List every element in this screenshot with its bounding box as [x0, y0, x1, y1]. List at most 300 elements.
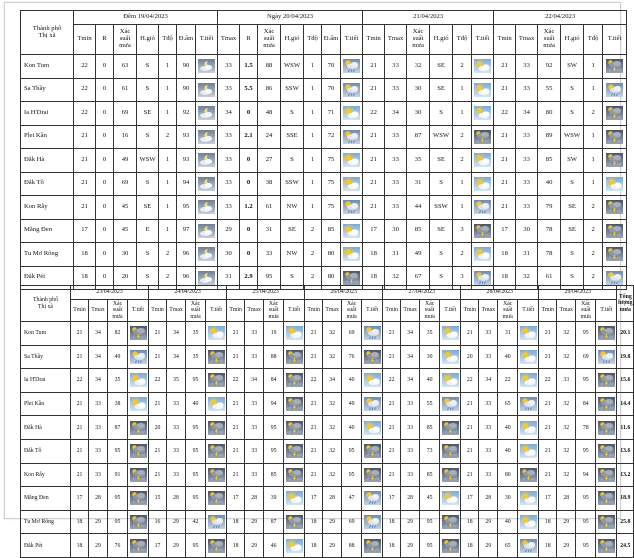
cell-value: 69	[576, 345, 596, 369]
table-row	[21, 487, 634, 511]
cell-value: 2	[159, 125, 177, 149]
cell-value: 32	[516, 266, 538, 290]
cell-value: 33	[89, 416, 108, 440]
cell-value: 2	[453, 243, 472, 267]
cell-value: 34	[89, 322, 108, 346]
cell-value: 34	[89, 345, 108, 369]
total-rain-value: 25.8	[617, 510, 634, 534]
weather-cell	[362, 392, 383, 416]
cell-value: 95	[342, 439, 362, 463]
cell-value: 1	[159, 55, 177, 79]
total-rain-value: 13.2	[617, 463, 634, 487]
column-header: T.tiết	[362, 300, 383, 322]
cell-value: 85	[420, 463, 440, 487]
cell-value: 34	[401, 369, 420, 393]
weather-cell	[341, 149, 363, 173]
cell-value: 2	[584, 196, 603, 220]
cell-value: 33	[385, 55, 407, 79]
moon-cloud-icon	[198, 271, 215, 285]
thunder-rain-cloud-icon	[286, 515, 303, 529]
weather-cell	[440, 534, 461, 558]
cell-value: 21	[149, 345, 167, 369]
cell-value: 34	[167, 322, 186, 346]
cell-value: 21	[305, 345, 323, 369]
weather-cell	[440, 392, 461, 416]
cell-value: 2.1	[240, 125, 258, 149]
column-header: Tmax	[401, 300, 420, 322]
cell-value: 32	[407, 55, 430, 79]
thunder-rain-cloud-icon	[286, 421, 303, 435]
cell-value: 21	[363, 125, 385, 149]
cell-value: 21	[539, 416, 557, 440]
weather-cell	[603, 125, 627, 149]
sun-rain-cloud-icon	[442, 397, 459, 411]
cell-value: SE	[561, 219, 584, 243]
cell-value: 97	[177, 219, 196, 243]
weather-cell	[341, 196, 363, 220]
cell-value: 33	[218, 172, 240, 196]
cell-value: 32	[385, 266, 407, 290]
location-name: Sa Thầy	[21, 78, 74, 102]
weather-cell	[440, 487, 461, 511]
column-header: T.tiết	[596, 300, 617, 322]
cell-value: 3	[453, 219, 472, 243]
weather-cell	[196, 149, 218, 173]
column-header: H.gió	[430, 25, 453, 55]
cell-value: 18	[363, 243, 385, 267]
weather-cell	[362, 322, 383, 346]
column-header: Tmin	[539, 300, 557, 322]
cell-value: 69	[342, 322, 362, 346]
weather-cell	[472, 102, 494, 126]
thunder-rain-cloud-icon	[364, 468, 381, 482]
weather-cell	[603, 196, 627, 220]
period-header: 21/04/2023	[363, 11, 494, 25]
sun-cloud-icon	[520, 491, 537, 505]
cell-value: S	[281, 149, 304, 173]
cell-value: 21	[305, 392, 323, 416]
thunder-rain-cloud-icon	[598, 515, 615, 529]
cell-value: WSW	[137, 149, 159, 173]
cell-value: 21	[363, 196, 385, 220]
cell-value: 22	[498, 369, 518, 393]
cell-value: 21	[71, 322, 89, 346]
sun-cloud-icon	[520, 350, 537, 364]
cell-value: 20	[461, 345, 479, 369]
location-name: Tu Mơ Rông	[21, 510, 71, 534]
cell-value: SE	[430, 78, 453, 102]
cell-value: 35	[108, 369, 128, 393]
cell-value: 71	[322, 102, 341, 126]
header-row-columns	[21, 25, 627, 55]
cell-value: 2	[159, 266, 177, 290]
cell-value: 21	[539, 322, 557, 346]
cell-value: 95	[576, 487, 596, 511]
weather-cell	[603, 219, 627, 243]
cell-value: 96	[177, 243, 196, 267]
cell-value: 78	[538, 219, 561, 243]
thunder-rain-cloud-icon	[130, 444, 147, 458]
cell-value: 1	[584, 78, 603, 102]
sun-cloud-icon	[286, 539, 303, 553]
moon-cloud-icon	[198, 83, 215, 97]
cell-value: 1	[159, 78, 177, 102]
table-row	[21, 416, 634, 440]
weather-cell	[596, 463, 617, 487]
cell-value: SE	[281, 219, 304, 243]
cell-value: 85	[420, 416, 440, 440]
cell-value: 34	[479, 369, 498, 393]
cell-value: 21	[461, 439, 479, 463]
cell-value: S	[430, 266, 453, 290]
cell-value: 65	[498, 534, 518, 558]
weather-cell	[440, 463, 461, 487]
cell-value: 78	[576, 416, 596, 440]
cell-value: S	[137, 266, 159, 290]
table-row	[21, 172, 627, 196]
cell-value: WSW	[561, 125, 584, 149]
thunder-rain-cloud-icon	[598, 373, 615, 387]
cell-value: 1	[453, 78, 472, 102]
weather-cell	[518, 345, 539, 369]
column-header: Tmax	[218, 25, 240, 55]
cell-value: 95	[576, 322, 596, 346]
cell-value: 29	[245, 534, 264, 558]
column-header: H.gió	[137, 25, 159, 55]
column-header: T.tiết	[196, 25, 218, 55]
sun-cloud-icon	[520, 326, 537, 340]
column-header: Tmin	[74, 25, 96, 55]
corner-header: Thành phố Thị xã	[21, 286, 71, 322]
cell-value: 21	[71, 463, 89, 487]
cell-value: 95	[186, 463, 206, 487]
cell-value: 22	[539, 369, 557, 393]
table-row	[21, 149, 627, 173]
cell-value: 40	[420, 369, 440, 393]
weather-cell	[596, 345, 617, 369]
weather-cell	[284, 510, 305, 534]
weather-cell	[341, 125, 363, 149]
cell-value: S	[430, 172, 453, 196]
weather-cell	[128, 345, 149, 369]
cell-value: 29	[479, 534, 498, 558]
cell-value: 33	[479, 416, 498, 440]
header-row-dates	[21, 286, 634, 300]
weather-cell	[196, 55, 218, 79]
weather-cell	[440, 439, 461, 463]
cell-value: 18	[539, 510, 557, 534]
cell-value: 32	[323, 463, 342, 487]
table-row	[21, 243, 627, 267]
sun-cloud-icon	[343, 153, 360, 167]
cell-value: 84	[264, 369, 284, 393]
total-rain-header: Tổng lượng mưa	[617, 286, 634, 322]
column-header: Xác suất mưa	[420, 300, 440, 322]
cell-value: 35	[420, 322, 440, 346]
column-header: Tmin	[149, 300, 167, 322]
cell-value: 34	[516, 102, 538, 126]
sun-rain-cloud-icon	[343, 200, 360, 214]
thunder-rain-cloud-icon	[364, 444, 381, 458]
weather-cell	[362, 369, 383, 393]
location-name: Kon Tum	[21, 322, 71, 346]
cell-value: 33	[89, 392, 108, 416]
sun-cloud-icon	[520, 373, 537, 387]
thunder-rain-cloud-icon	[474, 130, 491, 144]
thunder-rain-cloud-icon	[130, 326, 147, 340]
column-header: Tmin	[71, 300, 89, 322]
weather-cell	[596, 322, 617, 346]
cell-value: 33	[401, 416, 420, 440]
cell-value: 93	[177, 125, 196, 149]
weather-cell	[603, 149, 627, 173]
cell-value: 46	[264, 534, 284, 558]
column-header: Xác suất mưa	[114, 25, 137, 55]
cell-value: 30	[407, 78, 430, 102]
weather-cell	[206, 369, 227, 393]
cell-value: 21	[539, 345, 557, 369]
cell-value: 32	[323, 322, 342, 346]
weather-cell	[206, 392, 227, 416]
weather-cell	[596, 416, 617, 440]
sun-rain-cloud-icon	[520, 539, 537, 553]
cell-value: 18	[74, 243, 96, 267]
sun-rain-cloud-icon	[606, 271, 623, 285]
cell-value: 21	[71, 439, 89, 463]
weather-cell	[206, 510, 227, 534]
weather-cell	[128, 369, 149, 393]
thunder-rain-cloud-icon	[606, 153, 623, 167]
cell-value: SSW	[430, 196, 453, 220]
sun-cloud-icon	[474, 177, 491, 191]
thunder-rain-cloud-icon	[442, 515, 459, 529]
cell-value: 33	[218, 196, 240, 220]
cell-value: 40	[498, 416, 518, 440]
weather-cell	[362, 345, 383, 369]
cell-value: 18	[383, 534, 401, 558]
weather-cell	[284, 487, 305, 511]
cell-value: 33	[516, 149, 538, 173]
cell-value: 33	[385, 125, 407, 149]
cell-value: 80	[498, 463, 518, 487]
thunder-rain-cloud-icon	[343, 271, 360, 285]
cell-value: 1	[304, 196, 322, 220]
thunder-rain-cloud-icon	[520, 468, 537, 482]
cell-value: 0	[96, 172, 114, 196]
location-name: Măng Đen	[21, 219, 74, 243]
cell-value: 95	[420, 534, 440, 558]
weather-cell	[206, 463, 227, 487]
cell-value: 2	[159, 243, 177, 267]
cell-value: 17	[363, 219, 385, 243]
cell-value: 42	[186, 510, 206, 534]
weather-cell	[596, 487, 617, 511]
cell-value: 34	[323, 369, 342, 393]
cell-value: S	[137, 172, 159, 196]
cell-value: 1	[304, 78, 322, 102]
cell-value: 33	[557, 369, 576, 393]
total-rain-value: 19.8	[617, 345, 634, 369]
cell-value: 70	[322, 55, 341, 79]
sun-rain-cloud-icon	[364, 515, 381, 529]
weather-cell	[128, 439, 149, 463]
weather-cell	[196, 219, 218, 243]
cell-value: 21	[383, 322, 401, 346]
cell-value: 31	[385, 243, 407, 267]
cell-value: E	[137, 219, 159, 243]
cell-value: 1	[584, 149, 603, 173]
cell-value: S	[137, 125, 159, 149]
sun-cloud-icon	[474, 247, 491, 261]
cell-value: 72	[322, 125, 341, 149]
column-header: Xác suất mưa	[538, 25, 561, 55]
cell-value: 55	[420, 392, 440, 416]
thunder-rain-cloud-icon	[130, 421, 147, 435]
cell-value: 22	[227, 369, 245, 393]
location-name: Plei Kần	[21, 125, 74, 149]
cell-value: 22	[74, 55, 96, 79]
cell-value: 33	[167, 392, 186, 416]
moon-cloud-icon	[198, 200, 215, 214]
cell-value: 21	[74, 172, 96, 196]
weather-cell	[440, 369, 461, 393]
cell-value: 16	[149, 510, 167, 534]
weather-cell	[128, 416, 149, 440]
cell-value: 15	[149, 487, 167, 511]
cell-value: 0	[240, 243, 258, 267]
cell-value: 32	[557, 439, 576, 463]
cell-value: 33	[218, 55, 240, 79]
cell-value: 28	[245, 487, 264, 511]
cell-value: 18	[363, 266, 385, 290]
cell-value: 33	[479, 345, 498, 369]
cell-value: 61	[114, 78, 137, 102]
cell-value: 31	[218, 266, 240, 290]
date-header: 23/04/2023	[71, 286, 149, 300]
column-header: R	[96, 25, 114, 55]
cell-value: SE	[430, 55, 453, 79]
cell-value: 85	[538, 149, 561, 173]
cell-value: 95	[258, 266, 281, 290]
thunder-rain-cloud-icon	[130, 491, 147, 505]
cell-value: 1	[304, 125, 322, 149]
cell-value: 47	[342, 487, 362, 511]
sun-rain-cloud-icon	[598, 350, 615, 364]
weather-cell	[284, 322, 305, 346]
cell-value: 29	[167, 534, 186, 558]
cell-value: 18	[461, 534, 479, 558]
table-row	[21, 102, 627, 126]
weather-cell	[603, 172, 627, 196]
cell-value: 61	[258, 196, 281, 220]
column-header: T.tiết	[206, 300, 227, 322]
period-header: Ngày 20/04/2023	[218, 11, 363, 25]
cell-value: 28	[167, 487, 186, 511]
cell-value: 33	[258, 243, 281, 267]
location-name: Kon Rẫy	[21, 463, 71, 487]
column-header: H.gió	[561, 25, 584, 55]
cell-value: 95	[576, 369, 596, 393]
thunder-rain-cloud-icon	[286, 444, 303, 458]
sun-cloud-icon	[520, 421, 537, 435]
cell-value: S	[561, 266, 584, 290]
location-name: Đăk Hà	[21, 416, 71, 440]
cell-value: 63	[114, 55, 137, 79]
cell-value: SE	[137, 196, 159, 220]
cell-value: 21	[227, 416, 245, 440]
cell-value: NW	[281, 243, 304, 267]
weather-cell	[603, 243, 627, 267]
cell-value: 0	[96, 149, 114, 173]
cell-value: 1	[584, 172, 603, 196]
cell-value: 21	[383, 439, 401, 463]
cell-value: 33	[385, 78, 407, 102]
weather-cell	[341, 172, 363, 196]
cell-value: 2	[453, 149, 472, 173]
cell-value: 0	[96, 196, 114, 220]
column-header: Tmax	[479, 300, 498, 322]
table-row	[21, 125, 627, 149]
cell-value: 48	[258, 102, 281, 126]
cell-value: 29	[401, 534, 420, 558]
cell-value: 95	[576, 510, 596, 534]
cell-value: 85	[322, 219, 341, 243]
weather-cell	[472, 243, 494, 267]
cell-value: 18	[305, 534, 323, 558]
weather-cell	[196, 243, 218, 267]
column-header: Tđộ	[453, 25, 472, 55]
column-header: T.tiết	[128, 300, 149, 322]
cell-value: 21	[383, 345, 401, 369]
cell-value: 1.5	[240, 55, 258, 79]
cell-value: 33	[218, 78, 240, 102]
column-header: Xác suất mưa	[407, 25, 430, 55]
cell-value: 17	[149, 534, 167, 558]
cell-value: 33	[167, 463, 186, 487]
cell-value: 18	[494, 266, 516, 290]
cell-value: 95	[186, 487, 206, 511]
cell-value: 31	[516, 243, 538, 267]
cell-value: 94	[264, 392, 284, 416]
weather-cell	[206, 439, 227, 463]
weather-cell	[596, 392, 617, 416]
cell-value: 17	[305, 487, 323, 511]
thunder-rain-cloud-icon	[130, 468, 147, 482]
cell-value: 92	[538, 55, 561, 79]
sun-cloud-icon	[343, 224, 360, 238]
cell-value: 1	[159, 196, 177, 220]
moon-cloud-icon	[198, 59, 215, 73]
cell-value: 34	[385, 102, 407, 126]
cell-value: 1	[304, 172, 322, 196]
cell-value: 34	[89, 369, 108, 393]
thunder-rain-cloud-icon	[606, 247, 623, 261]
weather-cell	[196, 78, 218, 102]
total-rain-value: 24.5	[617, 534, 634, 558]
weather-cell	[518, 487, 539, 511]
location-name: Đăk Hà	[21, 149, 74, 173]
cell-value: 33	[516, 125, 538, 149]
column-header: T.tiết	[603, 25, 627, 55]
cell-value: 33	[401, 439, 420, 463]
weather-cell	[284, 463, 305, 487]
weather-cell	[206, 322, 227, 346]
cell-value: 80	[322, 266, 341, 290]
sun-rain-cloud-icon	[520, 397, 537, 411]
column-header: Xác suất mưa	[342, 300, 362, 322]
cell-value: 33	[167, 439, 186, 463]
cell-value: 17	[539, 487, 557, 511]
